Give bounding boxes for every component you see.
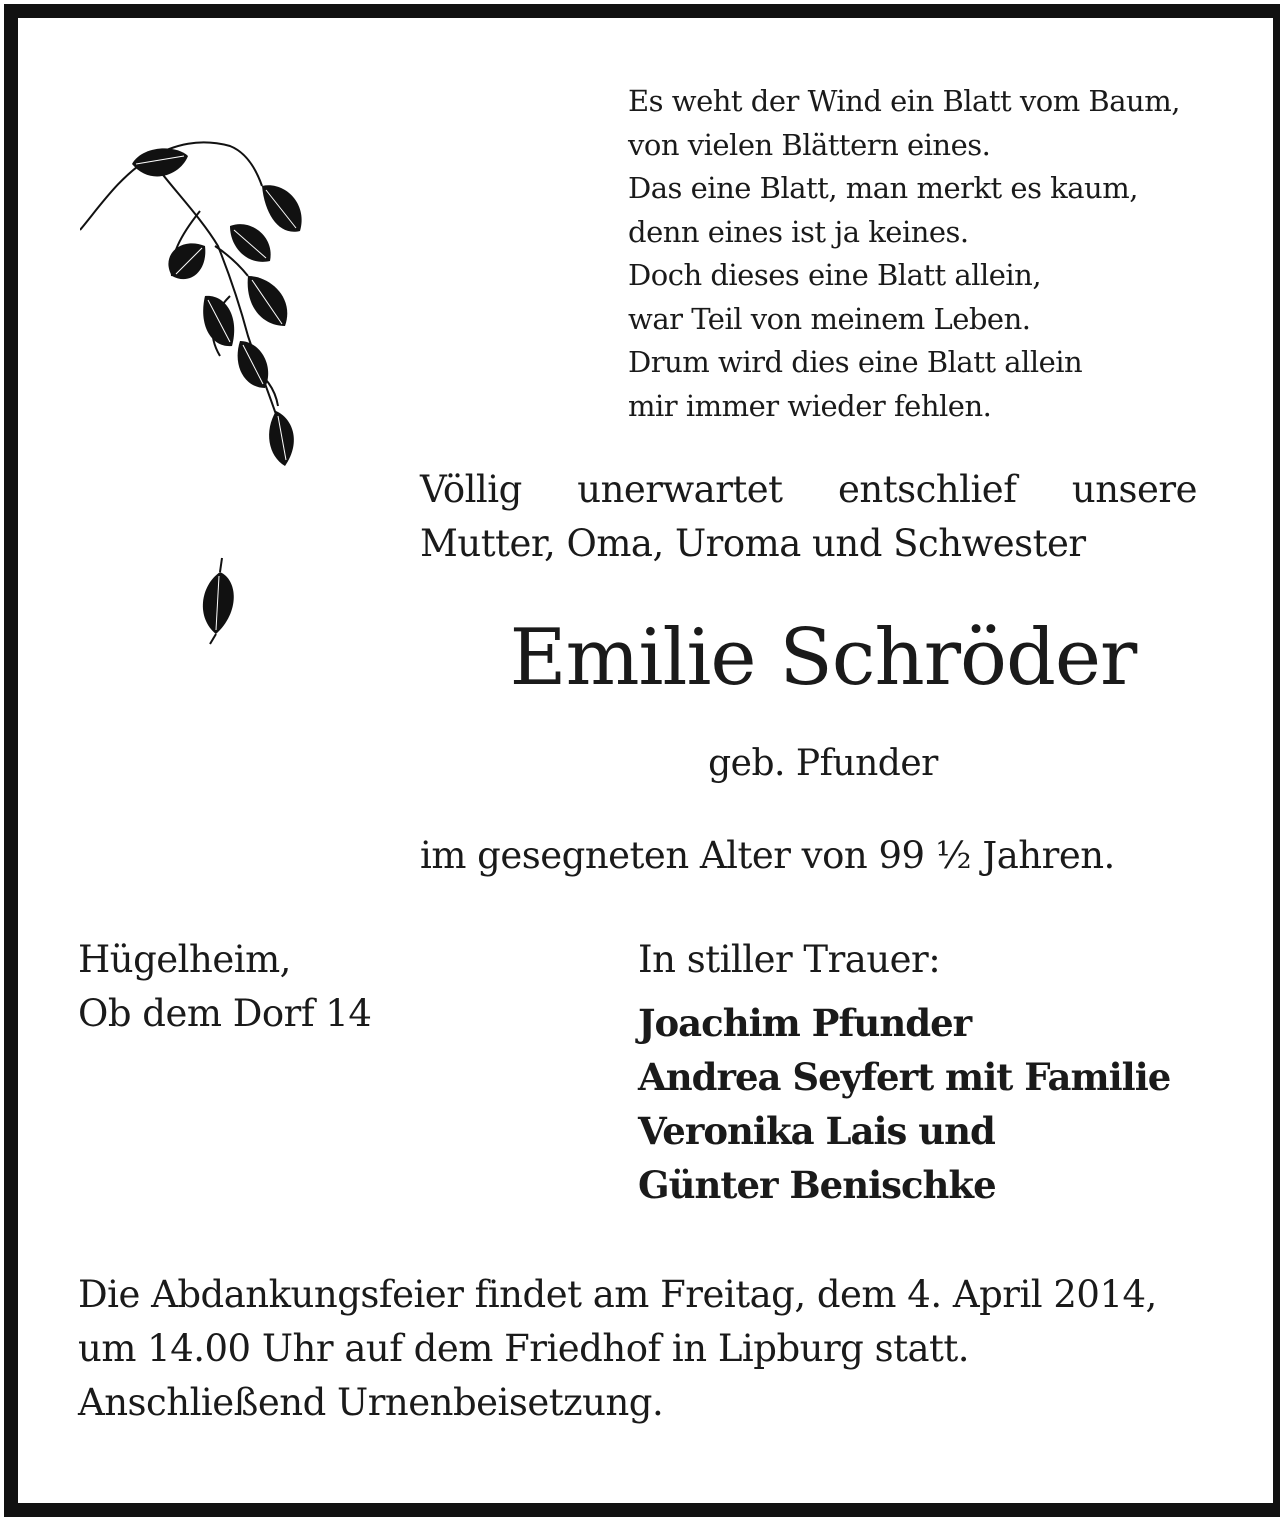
maiden-name: geb. Pfunder <box>708 743 938 784</box>
ceremony-line: Die Abdankungsfeier findet am Freitag, dem 4. April 2014, <box>78 1273 1157 1316</box>
mourner-name: Veronika Lais und <box>638 1109 995 1153</box>
mourners-heading: In stiller Trauer: <box>638 938 941 981</box>
poem <box>628 80 1248 428</box>
address-line: Ob dem Dorf 14 <box>78 992 372 1035</box>
announcement-line-1: Völlig unerwartet entschlief unsere <box>420 468 1197 511</box>
poem-line: Das eine Blatt, man merkt es kaum, <box>628 171 1138 205</box>
poem-line: mir immer wieder fehlen. <box>628 388 992 423</box>
age-statement: im gesegneten Alter von 99 ½ Jahren. <box>420 834 1115 877</box>
death-announcement <box>420 463 1197 571</box>
poem-line: Es weht der Wind ein Blatt vom Baum, <box>628 84 1180 118</box>
poem-line: denn eines ist ja keines. <box>628 214 969 249</box>
birch-sprig-icon <box>80 126 320 476</box>
ceremony-line: Anschließend Urnenbeisetzung. <box>78 1381 664 1424</box>
mourner-name: Andrea Seyfert mit Familie <box>638 1055 1171 1099</box>
poem-line: Drum wird dies eine Blatt allein <box>628 345 1083 379</box>
poem-line: war Teil von meinem Leben. <box>628 301 1031 336</box>
obituary-frame <box>4 4 1280 1517</box>
address <box>78 933 578 1041</box>
address-line: Hügelheim, <box>78 938 291 981</box>
announcement-line-2: Mutter, Oma, Uroma und Schwester <box>420 522 1086 565</box>
deceased-name: Emilie Schröder <box>509 613 1137 703</box>
mourner-name: Joachim Pfunder <box>638 1001 972 1045</box>
mourners-list <box>638 996 1238 1212</box>
poem-line: Doch dieses eine Blatt allein, <box>628 258 1042 292</box>
poem-line: von vielen Blättern eines. <box>628 127 991 162</box>
falling-leaf-icon <box>188 556 248 646</box>
ceremony-line: um 14.00 Uhr auf dem Friedhof in Lipburg statt. <box>78 1327 970 1370</box>
mourner-name: Günter Benischke <box>638 1163 996 1207</box>
ceremony-notice <box>78 1268 1218 1430</box>
